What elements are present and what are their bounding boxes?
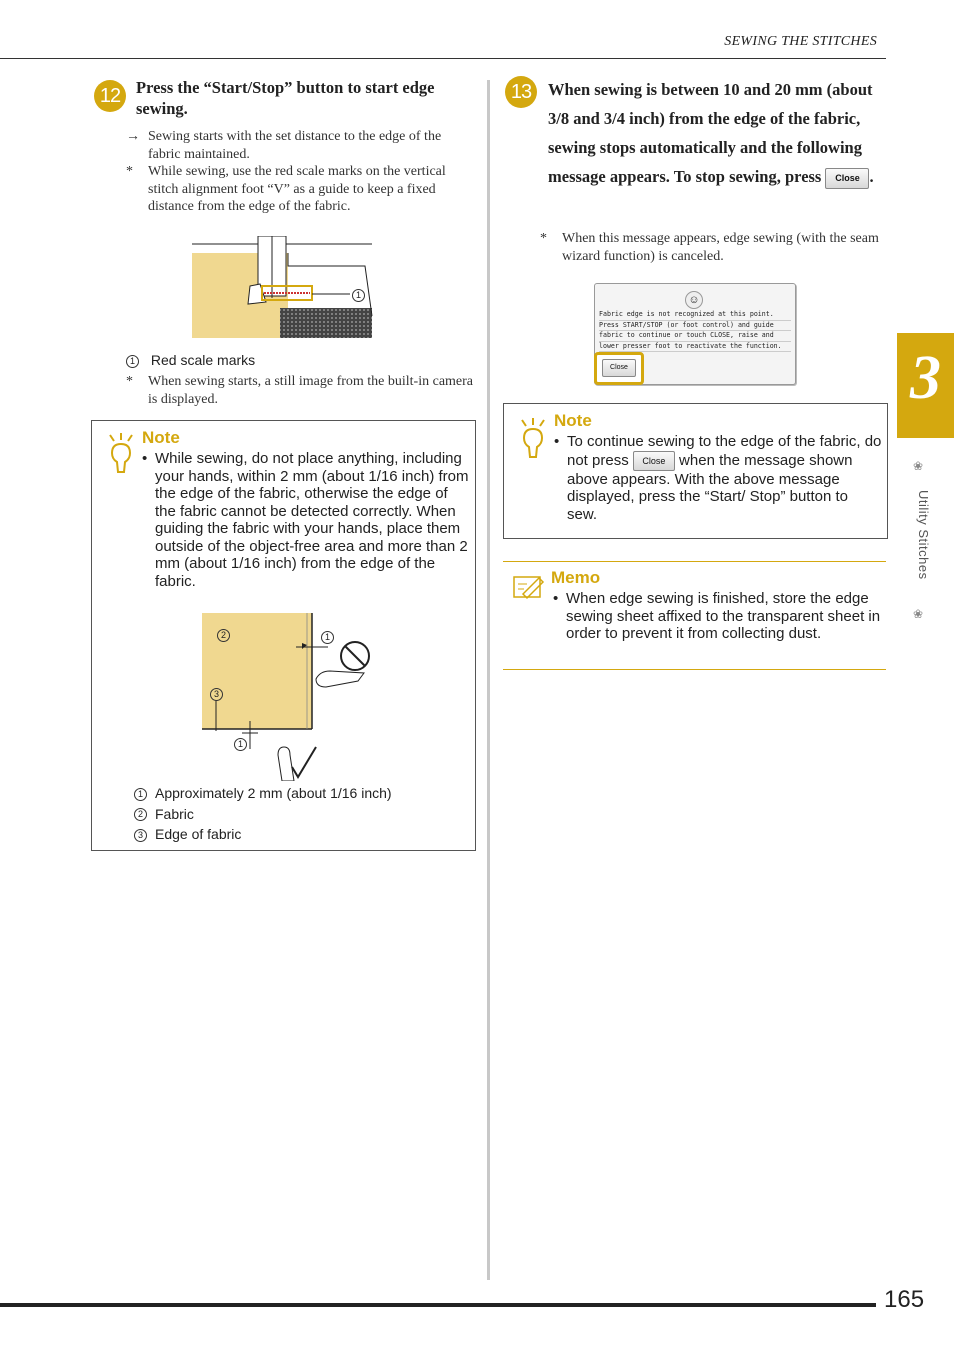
legend-marker: 2 [134,808,147,821]
asterisk-mark: * [126,164,133,179]
note-item [554,433,882,523]
screen-close-button: Close [602,359,636,377]
note-text [567,433,882,523]
bullet: • [553,590,559,607]
step-13-heading [548,75,880,191]
heading-period: . [869,167,874,186]
bullet: • [142,450,148,467]
callout-marker: 2 [217,629,230,642]
figure-legend [126,352,476,370]
bullet: • [554,433,560,450]
legend-text: Fabric [155,805,194,822]
presser-foot-illustration [190,236,380,342]
step-12-result [126,128,476,216]
close-highlight [594,352,644,385]
legend-text: Red scale marks [150,352,256,368]
memo-title: Memo [551,568,601,587]
arrow-icon: → [126,129,140,144]
lightbulb-icon [106,433,136,475]
memo-text: When edge sewing is finished, store the edge sewing sheet affixed to the transparent sheet in order to prevent it from collecting dust. [566,590,881,642]
legend-row [134,783,464,804]
screen-message-figure [594,283,796,385]
legend-text: Approximately 2 mm (about 1/16 inch) [155,785,392,801]
memo-pencil-icon [513,574,545,600]
callout-marker: 1 [321,631,334,644]
callout-marker: 1 [234,738,247,751]
note-box [91,420,476,851]
callout-marker: 1 [352,289,365,302]
note-text-after: when the message shown above appears. With the above message displayed, press the “Start/ Stop” button to sew. [567,451,853,523]
legend-marker: 1 [126,355,139,368]
legend-text: Edge of fabric [155,826,242,842]
note-title: Note [142,428,180,447]
page-number: 165 [884,1286,925,1313]
side-chapter-label [905,460,935,640]
step-number-12: 12 [94,80,126,112]
close-button-image: Close [633,451,675,471]
screen-message-text [599,310,791,352]
cancel-note-text: When this message appears, edge sewing (with the seam wizard function) is canceled. [562,231,879,264]
lightbulb-icon [518,418,548,460]
legend-row [134,804,464,825]
callout-marker: 3 [210,688,223,701]
flourish-icon: ❀ [913,459,924,473]
footer-rule [0,1303,876,1307]
legend-marker: 3 [134,829,147,842]
smile-icon: ☺ [685,291,703,309]
screen-line: Press START/STOP (or foot control) and guide [599,321,791,332]
result-text: Sewing starts with the set distance to the edge of the fabric maintained. [148,129,442,162]
legend-marker: 1 [134,788,147,801]
step-13-heading-text: When sewing is between 10 and 20 mm (about 3/8 and 3/4 inch) from the edge of the fabric, sewing stops automatically and the following message appears. To stop sewing, press [548,80,873,186]
column-divider [487,80,490,1280]
memo-item [553,590,881,643]
chapter-number: 3 [910,344,941,412]
step-12-note [126,373,476,408]
chapter-tab [897,333,954,438]
screen-line: lower presser foot to reactivate the function. [599,342,791,353]
running-header: SEWING THE STITCHES [724,34,877,49]
flourish-icon: ❀ [913,607,924,621]
step-13-note [540,230,880,265]
note-text-before: To continue sewing to the edge of the fabric, do not press [567,433,882,469]
note-box [503,403,888,539]
step-12-heading: Press the “Start/Stop” button to start edge sewing. [136,78,435,118]
legend-row [134,824,464,845]
header-rule [0,58,886,59]
close-button-image: Close [825,168,869,189]
figure-legend [134,783,464,845]
step-number-13: 13 [505,76,537,108]
asterisk-mark: * [540,231,547,246]
chapter-label: Utility Stitches [916,490,931,580]
screen-line: Fabric edge is not recognized at this point. [599,310,791,321]
tip-text: While sewing, use the red scale marks on the vertical stitch alignment foot “V” as a guide to keep a fixed distance from the edge of the fabric. [148,164,446,214]
memo-box [503,561,886,670]
note-text: While sewing, do not place anything, including your hands, within 2 mm (about 1/16 inch) from the edge of the fabric, otherwise the edge of the fabric cannot be detected correctly. When guiding the fabric with your hands, place them outside of the object-free area and more than 2 mm (about 1/16 inch) from the edge of the fabric. [155,450,469,590]
asterisk-mark: * [126,374,133,389]
screen-line: fabric to continue or touch CLOSE, raise and [599,331,791,342]
camera-note-text: When sewing starts, a still image from the built-in camera is displayed. [148,374,474,407]
note-item [142,450,470,590]
note-title: Note [554,411,592,430]
